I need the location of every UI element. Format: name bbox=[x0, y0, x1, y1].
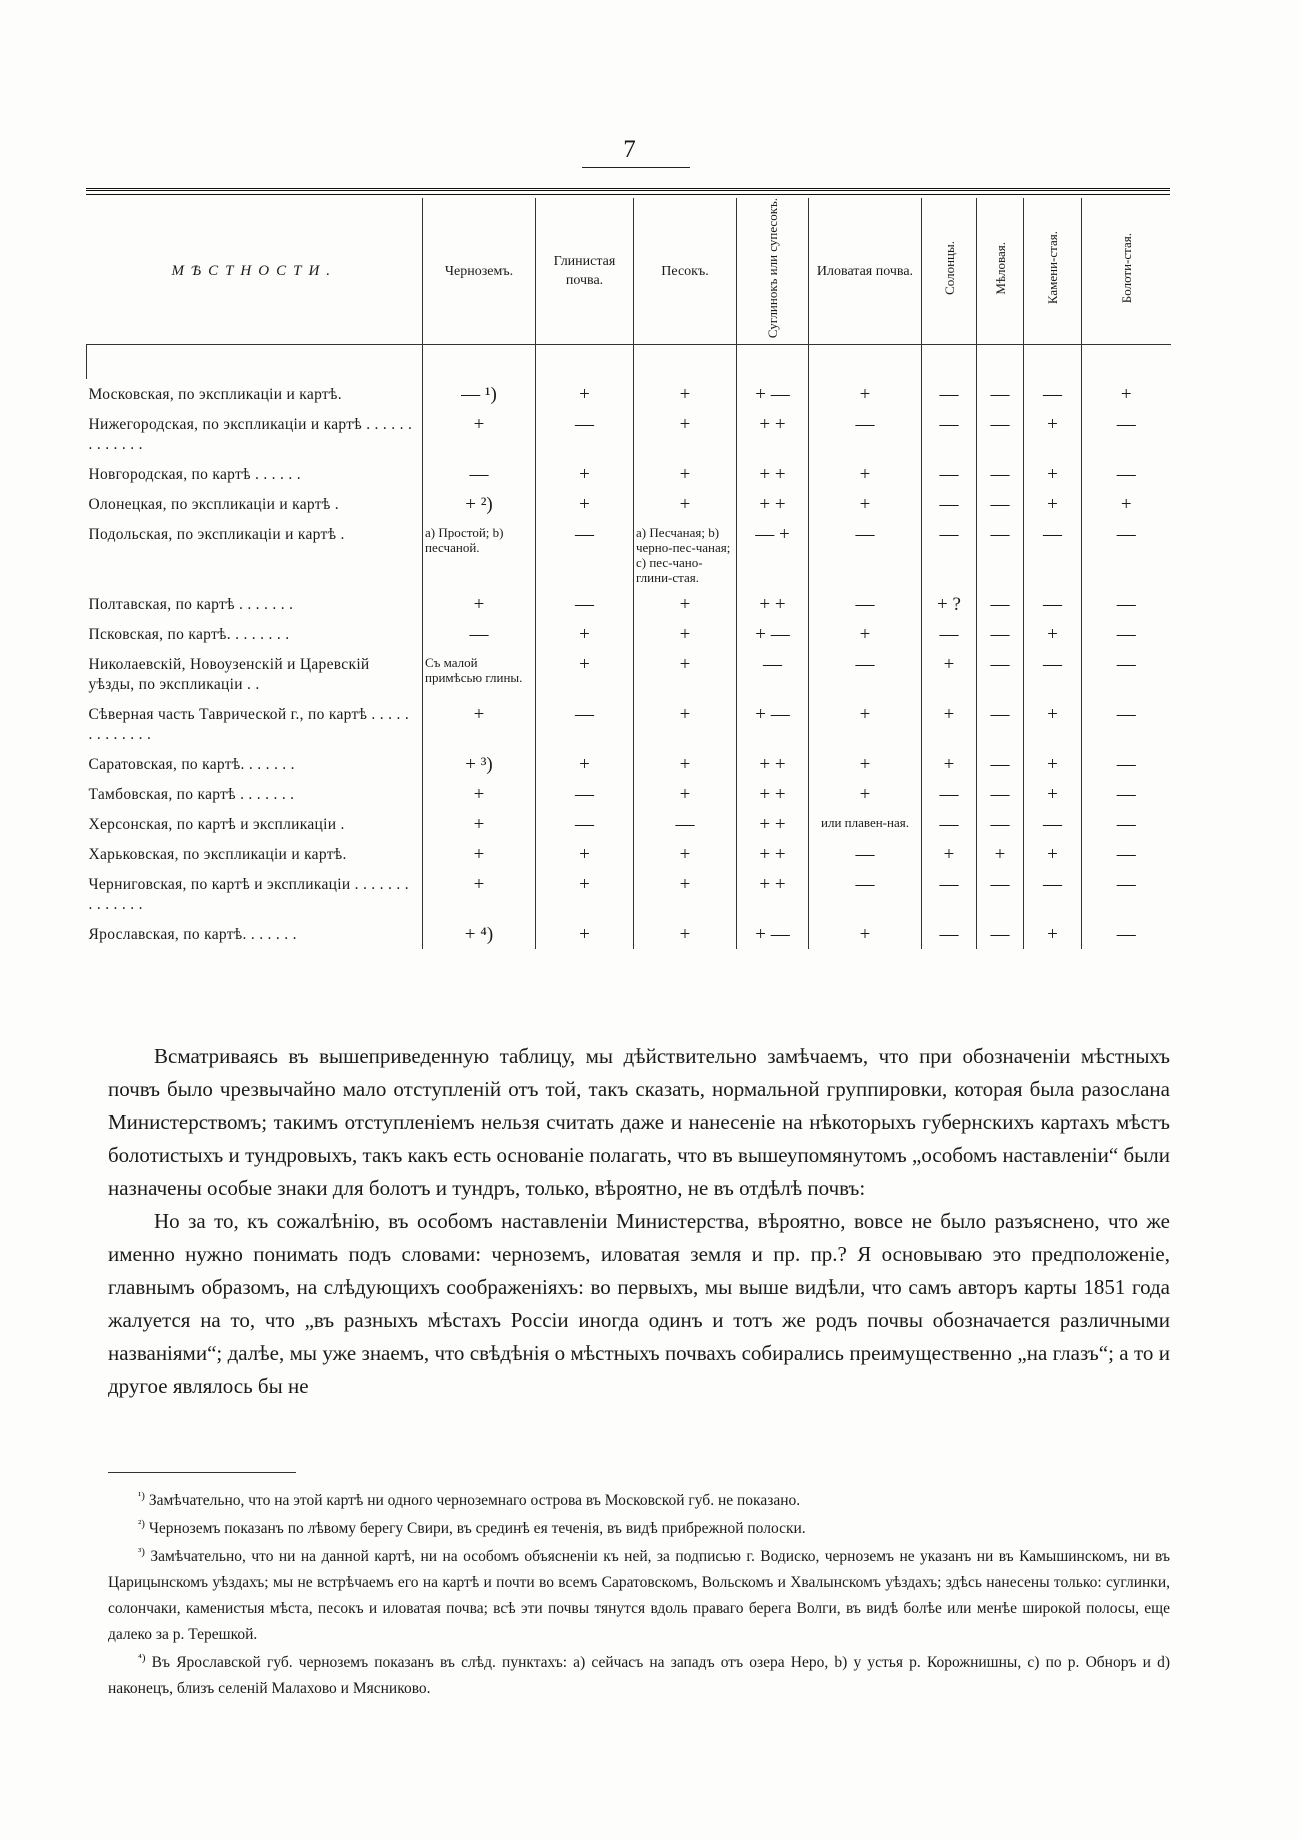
value-cell: + bbox=[1024, 919, 1082, 949]
value-cell: + bbox=[1024, 839, 1082, 869]
spacer-cell bbox=[737, 345, 809, 380]
spacer-cell bbox=[922, 345, 977, 380]
value-cell: — + bbox=[737, 519, 809, 589]
value-cell: + bbox=[1082, 379, 1171, 409]
spacer-cell bbox=[809, 345, 922, 380]
value-cell: — bbox=[977, 749, 1024, 779]
value-cell: — bbox=[922, 779, 977, 809]
value-cell: — bbox=[1024, 869, 1082, 919]
value-cell: — bbox=[423, 619, 536, 649]
value-cell: + bbox=[922, 699, 977, 749]
table-spacer-row bbox=[87, 345, 1171, 380]
value-cell: + — bbox=[737, 619, 809, 649]
value-cell: + bbox=[423, 409, 536, 459]
header-location: МѢСТНОСТИ. bbox=[87, 198, 423, 345]
table-top-rule bbox=[86, 188, 1170, 195]
header-salt bbox=[922, 198, 977, 345]
value-cell: Съ малой примѣсью глины. bbox=[423, 649, 536, 699]
value-cell: — bbox=[1082, 779, 1171, 809]
value-cell: + bbox=[1082, 489, 1171, 519]
location-cell: Николаевскій, Новоузенскій и Царевскій уѣзды, по экспликаціи . . bbox=[88, 656, 370, 694]
location-cell: Харьковская, по экспликаціи и картѣ. bbox=[88, 846, 347, 864]
value-cell: a) Песчаная; b) черно-пес-чаная; c) пес-чано-глини-стая. bbox=[634, 519, 737, 589]
value-cell: + + bbox=[737, 809, 809, 839]
footnote-mark: ⁴) bbox=[138, 1651, 146, 1664]
value-cell: + bbox=[634, 749, 737, 779]
footnote-text: Въ Ярославской губ. черноземъ показанъ въ слѣд. пунктахъ: a) сейчасъ на западъ отъ озера Неро, b) у устья р. Корожнишны, c) по р. Обноръ и d) наконецъ, близъ селеній Малахово и Мясниково. bbox=[108, 1654, 1171, 1697]
value-cell: — bbox=[977, 489, 1024, 519]
value-cell: — bbox=[536, 779, 634, 809]
value-cell: + bbox=[809, 779, 922, 809]
location-cell: Сѣверная часть Таврической г., по картѣ . . . . . . . . . . . . . bbox=[88, 706, 410, 744]
footnote bbox=[108, 1516, 1170, 1542]
value-cell: + bbox=[423, 589, 536, 619]
table-row bbox=[87, 649, 1171, 699]
value-cell: — bbox=[977, 619, 1024, 649]
footnote-mark: ²) bbox=[138, 1517, 145, 1530]
header-loam bbox=[737, 198, 809, 345]
header-clay: Глинистая почва. bbox=[536, 198, 634, 345]
value-cell: — bbox=[536, 519, 634, 589]
header-stone bbox=[1024, 198, 1082, 345]
value-cell: — bbox=[977, 699, 1024, 749]
table-row bbox=[87, 749, 1171, 779]
value-cell: + bbox=[1024, 619, 1082, 649]
spacer-cell bbox=[977, 345, 1024, 380]
value-cell: — bbox=[922, 489, 977, 519]
value-cell: + ²) bbox=[423, 489, 536, 519]
value-cell: — bbox=[1024, 809, 1082, 839]
table-row bbox=[87, 809, 1171, 839]
page-number-rule bbox=[582, 167, 690, 168]
value-cell: — bbox=[1024, 649, 1082, 699]
value-cell: — bbox=[536, 589, 634, 619]
value-cell: — bbox=[1082, 869, 1171, 919]
value-cell: + bbox=[634, 489, 737, 519]
footnotes bbox=[108, 1488, 1170, 1704]
value-cell: — ¹) bbox=[423, 379, 536, 409]
value-cell: + bbox=[1024, 779, 1082, 809]
value-cell: + bbox=[634, 459, 737, 489]
table-row bbox=[87, 619, 1171, 649]
value-cell: + bbox=[809, 919, 922, 949]
spacer-cell bbox=[536, 345, 634, 380]
table-row bbox=[87, 489, 1171, 519]
value-cell: + + bbox=[737, 839, 809, 869]
location-cell: Псковская, по картѣ. . . . . . . . bbox=[88, 626, 290, 644]
location-cell: Черниговская, по картѣ и экспликаціи . . . . . . . . . . . . . . bbox=[88, 876, 409, 914]
value-cell: — bbox=[1082, 749, 1171, 779]
footnote-text: Замѣчательно, что ни на данной картѣ, ни на особомъ объясненіи къ ней, за подписью г. Водиско, черноземъ не указанъ ни въ Камышинскомъ, ни въ Царицынскомъ уѣздахъ; мы не встрѣчаемъ его на картѣ и почти во всемъ Саратовскомъ, Вольскомъ и Хвалынскомъ уѣздахъ; здѣсь нанесены только: суглинки, солончаки, каменистыя мѣста, песокъ и иловатая почва; всѣ эти почвы тянутся вдоль праваго берега Волги, въ видѣ болѣе или менѣе широкой полосы, еще далеко за р. Терешкой. bbox=[108, 1548, 1171, 1643]
header-chalk-label: Мѣловая. bbox=[992, 241, 1008, 295]
footnote bbox=[108, 1488, 1170, 1514]
footnote bbox=[108, 1544, 1170, 1648]
header-salt-label: Солонцы. bbox=[941, 241, 957, 295]
value-cell: — bbox=[809, 589, 922, 619]
location-cell: Олонецкая, по экспликаціи и картѣ . bbox=[88, 496, 339, 514]
value-cell: + bbox=[634, 649, 737, 699]
page-number: 7 bbox=[623, 136, 637, 163]
value-cell: — bbox=[977, 809, 1024, 839]
value-cell: + bbox=[634, 379, 737, 409]
value-cell: + + bbox=[737, 869, 809, 919]
value-cell: + ⁴) bbox=[423, 919, 536, 949]
table-row bbox=[87, 379, 1171, 409]
value-cell: + bbox=[1024, 459, 1082, 489]
value-cell: — bbox=[922, 519, 977, 589]
value-cell: + bbox=[536, 839, 634, 869]
table-row bbox=[87, 699, 1171, 749]
value-cell: — bbox=[1082, 589, 1171, 619]
value-cell: + — bbox=[737, 379, 809, 409]
spacer-cell bbox=[87, 345, 423, 380]
value-cell: — bbox=[922, 459, 977, 489]
footnote bbox=[108, 1650, 1170, 1702]
header-silt: Иловатая почва. bbox=[809, 198, 922, 345]
header-loam-label: Суглинокъ или супесокъ. bbox=[765, 198, 780, 339]
value-cell: — bbox=[1082, 519, 1171, 589]
value-cell: — bbox=[1082, 409, 1171, 459]
value-cell: — bbox=[977, 649, 1024, 699]
value-cell: — bbox=[1082, 619, 1171, 649]
value-cell: — bbox=[977, 459, 1024, 489]
table-row bbox=[87, 519, 1171, 589]
table-row bbox=[87, 919, 1171, 949]
value-cell: — bbox=[423, 459, 536, 489]
value-cell: + + bbox=[737, 409, 809, 459]
table-row bbox=[87, 779, 1171, 809]
header-chernozem: Черноземъ. bbox=[423, 198, 536, 345]
footnote-mark: ¹) bbox=[138, 1489, 145, 1502]
value-cell: + — bbox=[737, 699, 809, 749]
value-cell: + ³) bbox=[423, 749, 536, 779]
value-cell: — bbox=[922, 919, 977, 949]
value-cell: — bbox=[1082, 699, 1171, 749]
spacer-cell bbox=[423, 345, 536, 380]
value-cell: — bbox=[1024, 589, 1082, 619]
value-cell: — bbox=[977, 519, 1024, 589]
spacer-cell bbox=[1082, 345, 1171, 380]
value-cell: — bbox=[1024, 519, 1082, 589]
spacer-cell bbox=[1024, 345, 1082, 380]
paragraph-1: Всматриваясь въ вышеприведенную таблицу, мы дѣйствительно замѣчаемъ, что при обозначеніи мѣстныхъ почвъ было чрезвычайно мало отступленій отъ той, такъ сказать, нормальной группировки, которая была разослана Министерствомъ; такимъ отступленіемъ нельзя считать даже и нанесеніе на нѣкоторыхъ губернскихъ картахъ мѣстъ болотистыхъ и тундровыхъ, такъ какъ есть основаніе полагать, что въ вышеупомянутомъ „особомъ наставленіи“ были назначены особые знаки для болотъ и тундръ, только, вѣроятно, не въ отдѣлѣ почвъ: bbox=[108, 1044, 1170, 1200]
location-cell: Полтавская, по картѣ . . . . . . . bbox=[88, 596, 294, 614]
footnote-rule bbox=[108, 1472, 296, 1473]
value-cell: — bbox=[536, 699, 634, 749]
location-cell: Московская, по экспликаціи и картѣ. bbox=[88, 386, 342, 404]
value-cell: + bbox=[1024, 699, 1082, 749]
value-cell: + bbox=[423, 699, 536, 749]
location-cell: Тамбовская, по картѣ . . . . . . . bbox=[88, 786, 295, 804]
table-row bbox=[87, 869, 1171, 919]
value-cell: + bbox=[423, 869, 536, 919]
value-cell: + bbox=[634, 409, 737, 459]
value-cell: + bbox=[809, 489, 922, 519]
value-cell: — bbox=[809, 519, 922, 589]
value-cell: — bbox=[922, 409, 977, 459]
header-stone-label: Камени-стая. bbox=[1045, 231, 1060, 305]
value-cell: + bbox=[809, 699, 922, 749]
footnote-text: Черноземъ показанъ по лѣвому берегу Свири, въ срединѣ ея теченія, въ видѣ прибрежной полоски. bbox=[148, 1520, 806, 1537]
value-cell: — bbox=[977, 919, 1024, 949]
value-cell: + bbox=[423, 809, 536, 839]
value-cell: — bbox=[922, 619, 977, 649]
location-cell: Подольская, по экспликаціи и картѣ . bbox=[88, 526, 345, 544]
value-cell: — bbox=[977, 589, 1024, 619]
value-cell: — bbox=[1024, 379, 1082, 409]
value-cell: + + bbox=[737, 489, 809, 519]
value-cell: — bbox=[809, 649, 922, 699]
location-cell: Херсонская, по картѣ и экспликаціи . bbox=[88, 816, 345, 834]
location-cell: Новгородская, по картѣ . . . . . . bbox=[88, 466, 301, 484]
spacer-cell bbox=[634, 345, 737, 380]
value-cell: + bbox=[634, 589, 737, 619]
header-swamp-label: Болоти-стая. bbox=[1118, 232, 1134, 304]
value-cell: — bbox=[977, 869, 1024, 919]
value-cell: + bbox=[536, 869, 634, 919]
value-cell: + bbox=[922, 839, 977, 869]
location-cell: Ярославская, по картѣ. . . . . . . bbox=[88, 926, 297, 944]
location-cell: Саратовская, по картѣ. . . . . . . bbox=[88, 756, 295, 774]
value-cell: + bbox=[1024, 409, 1082, 459]
value-cell: — bbox=[536, 409, 634, 459]
value-cell: a) Простой; b) песчаной. bbox=[423, 519, 536, 589]
value-cell: — bbox=[977, 779, 1024, 809]
value-cell: + bbox=[1024, 489, 1082, 519]
location-cell: Нижегородская, по экспликаціи и картѣ . . . . . . . . . . . . . bbox=[88, 416, 413, 454]
value-cell: + bbox=[536, 459, 634, 489]
value-cell: + bbox=[634, 699, 737, 749]
header-chalk bbox=[977, 198, 1024, 345]
value-cell: + bbox=[809, 459, 922, 489]
value-cell: + bbox=[977, 839, 1024, 869]
value-cell: — bbox=[977, 409, 1024, 459]
value-cell: + bbox=[634, 619, 737, 649]
value-cell: — bbox=[1082, 809, 1171, 839]
soil-table bbox=[86, 198, 1171, 949]
value-cell: + ? bbox=[922, 589, 977, 619]
value-cell: + + bbox=[737, 779, 809, 809]
value-cell: + + bbox=[737, 459, 809, 489]
value-cell: — bbox=[737, 649, 809, 699]
value-cell: + bbox=[634, 779, 737, 809]
value-cell: + bbox=[536, 489, 634, 519]
value-cell: + bbox=[423, 779, 536, 809]
value-cell: — bbox=[634, 809, 737, 839]
value-cell: + + bbox=[737, 749, 809, 779]
value-cell: + bbox=[809, 749, 922, 779]
value-cell: — bbox=[809, 839, 922, 869]
value-cell: — bbox=[809, 869, 922, 919]
value-cell: + bbox=[809, 619, 922, 649]
value-cell: + bbox=[634, 869, 737, 919]
value-cell: + bbox=[536, 919, 634, 949]
value-cell: + bbox=[536, 619, 634, 649]
value-cell: + bbox=[922, 649, 977, 699]
value-cell: — bbox=[922, 869, 977, 919]
value-cell: — bbox=[536, 809, 634, 839]
value-cell: или плавен-ная. bbox=[809, 809, 922, 839]
paragraph-2: Но за то, къ сожалѣнію, въ особомъ наставленіи Министерства, вѣроятно, вовсе не было разъяснено, что же именно нужно понимать подъ словами: черноземъ, иловатая земля и пр. пр.? Я основываю это предположеніе, главнымъ образомъ, на слѣдующихъ соображеніяхъ: во первыхъ, мы выше видѣли, что самъ авторъ карты 1851 года жалуется на то, что „въ разныхъ мѣстахъ Россіи иногда одинъ и тотъ же родъ почвы обозначается различными названіями“; далѣе, мы уже знаемъ, что свѣдѣнія о мѣстныхъ почвахъ собирались преимущественно „на глазъ“; а то и другое являлось бы не bbox=[108, 1209, 1170, 1398]
value-cell: + bbox=[1024, 749, 1082, 779]
header-sand: Песокъ. bbox=[634, 198, 737, 345]
value-cell: + bbox=[536, 649, 634, 699]
footnote-mark: ³) bbox=[138, 1545, 145, 1558]
table-row bbox=[87, 459, 1171, 489]
table-row bbox=[87, 839, 1171, 869]
table-row bbox=[87, 589, 1171, 619]
value-cell: + bbox=[634, 839, 737, 869]
value-cell: — bbox=[922, 379, 977, 409]
value-cell: — bbox=[1082, 839, 1171, 869]
value-cell: + bbox=[423, 839, 536, 869]
value-cell: + bbox=[536, 749, 634, 779]
value-cell: + bbox=[922, 749, 977, 779]
value-cell: — bbox=[922, 809, 977, 839]
value-cell: + bbox=[809, 379, 922, 409]
value-cell: + bbox=[634, 919, 737, 949]
value-cell: + + bbox=[737, 589, 809, 619]
value-cell: + bbox=[536, 379, 634, 409]
table-row bbox=[87, 409, 1171, 459]
value-cell: — bbox=[1082, 459, 1171, 489]
value-cell: — bbox=[977, 379, 1024, 409]
value-cell: — bbox=[809, 409, 922, 459]
footnote-text: Замѣчательно, что на этой картѣ ни одного черноземнаго острова въ Московской губ. не показано. bbox=[148, 1492, 801, 1509]
table-header-row bbox=[87, 198, 1171, 345]
header-swamp bbox=[1082, 198, 1171, 345]
body-text bbox=[108, 1040, 1170, 1403]
value-cell: — bbox=[1082, 919, 1171, 949]
value-cell: — bbox=[1082, 649, 1171, 699]
value-cell: + — bbox=[737, 919, 809, 949]
